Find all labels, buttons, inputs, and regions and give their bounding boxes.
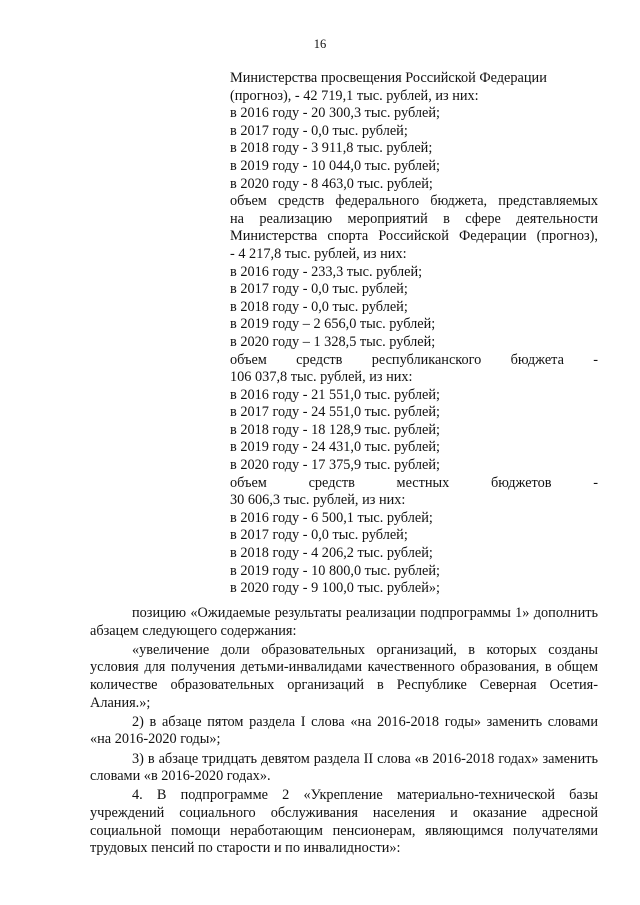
paragraph: позицию «Ожидаемые результаты реализации подпрограммы 1» дополнить абзацем следующего содержания: (90, 605, 598, 639)
column-line: - 4 217,8 тыс. рублей, из них: (230, 245, 407, 262)
column-line: в 2017 году - 0,0 тыс. рублей; (230, 281, 408, 298)
column-line: объем средств федерального бюджета, представляемых (230, 193, 598, 210)
column-line: объем средств местных бюджетов - (230, 474, 598, 491)
column-line: (прогноз), - 42 719,1 тыс. рублей, из них: (230, 87, 479, 104)
column-line: Министерства спорта Российской Федерации (прогноз), (230, 228, 598, 245)
column-line: в 2017 году - 24 551,0 тыс. рублей; (230, 404, 440, 421)
column-line: в 2019 году – 2 656,0 тыс. рублей; (230, 316, 436, 333)
column-line: в 2016 году - 233,3 тыс. рублей; (230, 263, 423, 280)
column-line: объем средств республиканского бюджета - (230, 351, 598, 368)
column-line: 30 606,3 тыс. рублей, из них: (230, 492, 406, 509)
column-line: в 2018 году - 0,0 тыс. рублей; (230, 298, 408, 315)
column-line: в 2016 году - 20 300,3 тыс. рублей; (230, 105, 440, 122)
funding-column (230, 70, 598, 598)
column-line: в 2018 году - 4 206,2 тыс. рублей; (230, 545, 433, 562)
paragraph: 3) в абзаце тридцать девятом раздела II слова «в 2016-2018 годах» заменить словами «в 2016-2020 годах». (90, 750, 598, 785)
column-line: в 2020 году – 1 328,5 тыс. рублей; (230, 333, 436, 350)
paragraph: «увеличение доли образовательных организаций, в которых созданы условия для получения детьми-инвалидами качественного образования, в общем количестве образовательных организаций в Республике Северная Осетия-Алания.»; (90, 641, 598, 711)
column-line: в 2017 году - 0,0 тыс. рублей; (230, 122, 408, 139)
column-line: в 2019 году - 24 431,0 тыс. рублей; (230, 439, 440, 456)
column-line: в 2020 году - 9 100,0 тыс. рублей»; (230, 580, 440, 597)
paragraph: 4. В подпрограмме 2 «Укрепление материально-технической базы учреждений социального обслуживания населения и оказание адресной социальной помощи неработающим пенсионерам, являющимся получателями трудовых пенсий по старости и по инвалидности»: (90, 787, 598, 857)
paragraph: 2) в абзаце пятом раздела I слова «на 2016-2018 годы» заменить словами «на 2016-2020 годы»; (90, 713, 598, 748)
column-line: Министерства просвещения Российской Федерации (230, 70, 547, 86)
column-line: в 2016 году - 21 551,0 тыс. рублей; (230, 386, 440, 403)
column-line: в 2019 году - 10 044,0 тыс. рублей; (230, 157, 440, 174)
column-line: в 2020 году - 8 463,0 тыс. рублей; (230, 175, 433, 192)
column-line: в 2020 году - 17 375,9 тыс. рублей; (230, 457, 440, 474)
body-text (90, 605, 598, 859)
column-line: в 2018 году - 3 911,8 тыс. рублей; (230, 140, 433, 157)
column-line: в 2017 году - 0,0 тыс. рублей; (230, 527, 408, 544)
column-line: в 2016 году - 6 500,1 тыс. рублей; (230, 509, 433, 526)
column-line: в 2018 году - 18 128,9 тыс. рублей; (230, 421, 440, 438)
column-line: на реализацию мероприятий в сфере деятельности (230, 210, 598, 227)
column-line: в 2019 году - 10 800,0 тыс. рублей; (230, 562, 440, 579)
column-line: 106 037,8 тыс. рублей, из них: (230, 369, 413, 386)
page-number: 16 (313, 37, 327, 51)
